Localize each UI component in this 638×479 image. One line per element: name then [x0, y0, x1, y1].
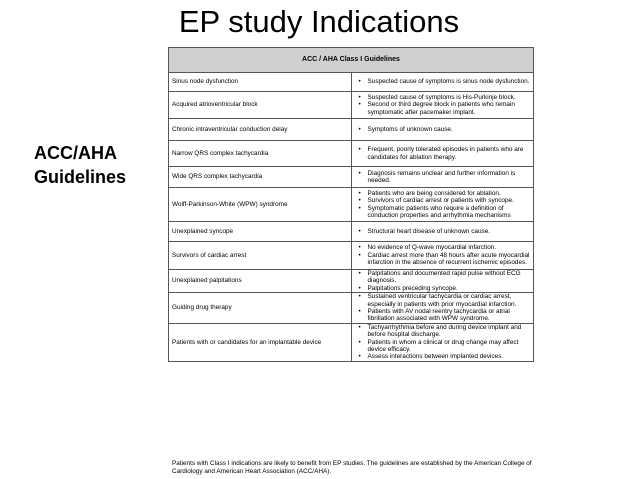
table-row — [169, 141, 534, 167]
indication-item: • No evidence of Q-wave myocardial infarction. — [368, 244, 531, 251]
indication-list — [357, 94, 531, 116]
indication-item: • Diagnosis remains unclear and further information is needed. — [368, 170, 531, 185]
indication-item: • Suspected cause of symptoms is His-Purkinje block. — [368, 94, 531, 101]
indication-list — [357, 244, 531, 266]
side-label — [34, 141, 126, 189]
indication-list — [357, 270, 531, 292]
table-footnote: Patients with Class I indications are likely to benefit from EP studies. The guidelines are established by the American College of Cardiology and American Heart Association (ACC/AHA). — [172, 460, 532, 475]
indication-list — [357, 190, 531, 220]
indication-list — [357, 78, 531, 85]
indication-item: • Tachyarrhythmia before and during device implant and before hospital discharge. — [368, 324, 531, 339]
indication-cell — [351, 323, 534, 361]
indication-item: • Palpitations and documented rapid pulse without ECG diagnosis. — [368, 270, 531, 285]
table-row — [169, 73, 534, 92]
indication-item: • Symptoms of unknown cause. — [368, 126, 531, 133]
condition-cell: Survivors of cardiac arrest — [169, 242, 352, 270]
indication-cell — [351, 73, 534, 92]
indication-list — [357, 293, 531, 323]
indication-item: • Patients with AV nodal reentry tachycardia or atrial fibrillation associated with WPW syndrome. — [368, 308, 531, 323]
indication-cell — [351, 188, 534, 222]
guidelines-table — [168, 47, 534, 362]
condition-cell: Wide QRS complex tachycardia — [169, 167, 352, 188]
indication-item: • Second or third degree block in patients who remain symptomatic after pacemaker implant. — [368, 101, 531, 116]
indication-item: • Frequent, poorly tolerated episodes in patients who are candidates for ablation therapy. — [368, 146, 531, 161]
indication-cell — [351, 242, 534, 270]
table-row — [169, 119, 534, 141]
condition-cell: Chronic intraventricular conduction delay — [169, 119, 352, 141]
condition-cell: Sinus node dysfunction — [169, 73, 352, 92]
indication-item: • Palpitations preceding syncope. — [368, 285, 531, 292]
indication-list — [357, 146, 531, 161]
table-row — [169, 188, 534, 222]
condition-cell: Guiding drug therapy — [169, 293, 352, 324]
indication-item: • Symptomatic patients who require a definition of conduction properties and arrhythmia mechanisms — [368, 205, 531, 220]
indication-item: • Suspected cause of symptoms is sinus node dysfunction. — [368, 78, 531, 85]
table-row — [169, 293, 534, 324]
indication-list — [357, 324, 531, 361]
side-label-line-2: Guidelines — [34, 167, 127, 187]
indication-item: • Structural heart disease of unknown cause. — [368, 228, 531, 235]
indication-list — [357, 170, 531, 185]
indication-item: • Patients in whom a clinical or drug change may affect device efficacy. — [368, 339, 531, 354]
table-row — [169, 92, 534, 119]
indication-cell — [351, 141, 534, 167]
table-header: ACC / AHA Class I Guidelines — [169, 48, 534, 73]
indication-cell — [351, 119, 534, 141]
indication-cell — [351, 270, 534, 293]
indication-item: • Patients who are being considered for ablation. — [368, 190, 531, 197]
slide-title: EP study Indications — [178, 4, 460, 39]
indication-item: • Cardiac arrest more than 48 hours after acute myocardial infarction in the absence of recurrent ischemic episodes. — [368, 252, 531, 267]
condition-cell: Unexplained palpitations — [169, 270, 352, 293]
table-row — [169, 222, 534, 242]
indication-list — [357, 126, 531, 133]
guidelines-table-figure — [168, 47, 534, 362]
side-label-line-1: ACC/AHA — [34, 143, 117, 163]
table-row — [169, 323, 534, 361]
indication-list — [357, 228, 531, 235]
condition-cell: Wolff-Parkinson-White (WPW) syndrome — [169, 188, 352, 222]
table-row — [169, 242, 534, 270]
indication-cell — [351, 92, 534, 119]
table-header-row — [169, 48, 534, 73]
indication-item: • Assess interactions between implanted devices. — [368, 353, 531, 360]
indication-cell — [351, 222, 534, 242]
condition-cell: Unexplained syncope — [169, 222, 352, 242]
table-row — [169, 167, 534, 188]
table-row — [169, 270, 534, 293]
indication-cell — [351, 167, 534, 188]
condition-cell: Acquired atrioventricular block — [169, 92, 352, 119]
indication-cell — [351, 293, 534, 324]
condition-cell: Narrow QRS complex tachycardia — [169, 141, 352, 167]
condition-cell: Patients with or candidates for an implantable device — [169, 323, 352, 361]
table-body — [169, 73, 534, 362]
indication-item: • Survivors of cardiac arrest or patients with syncope. — [368, 197, 531, 204]
indication-item: • Sustained ventricular tachycardia or cardiac arrest, especially in patients with prior myocardial infarction. — [368, 293, 531, 308]
